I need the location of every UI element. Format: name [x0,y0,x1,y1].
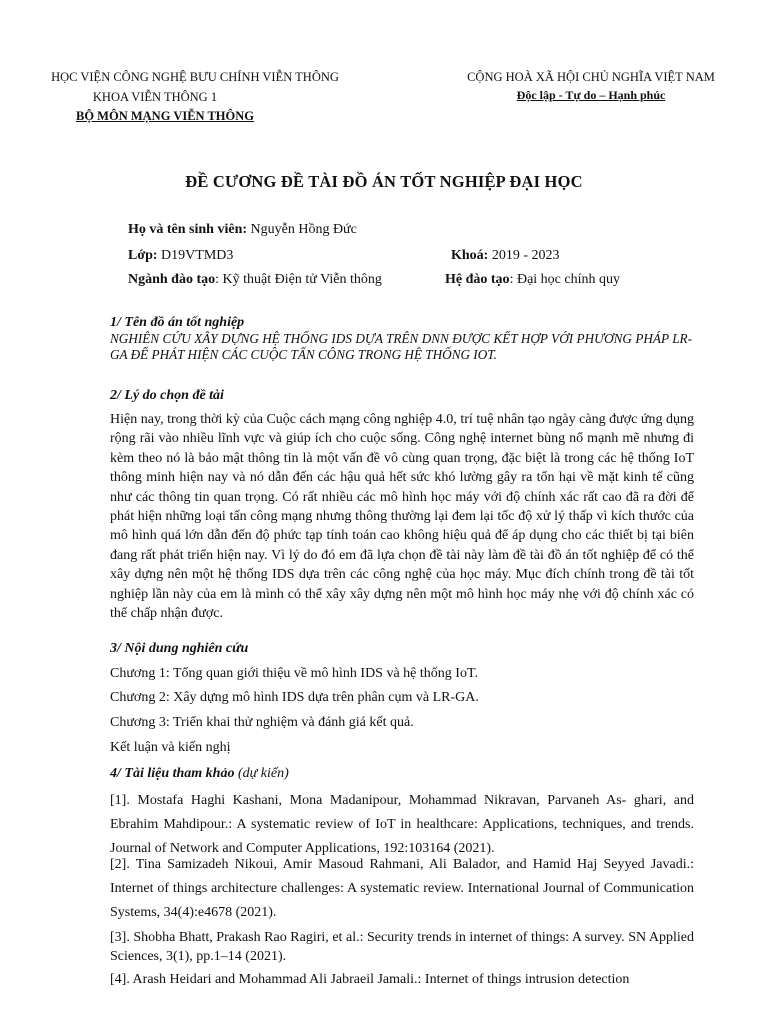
content-item-4: Kết luận và kiến nghị [110,740,231,755]
major-label: Ngành đào tạo [128,272,216,287]
major-value: : Kỹ thuật Điện tử Viễn thông [215,272,382,287]
class-label: Lớp: [128,248,158,263]
section-1-heading: 1/ Tên đồ án tốt nghiệp [110,315,245,330]
national-motto: Độc lập - Tự do – Hạnh phúc [516,88,666,102]
reason-paragraph: Hiện nay, trong thời kỳ của Cuộc cách mạng công nghiệp 4.0, trí tuệ nhân tạo ngày càng được ứng dụng rộng rãi vào nhiều lĩnh vực và giúp ích cho cuộc sống. Công nghệ internet bùng nổ mạnh mẽ nhưng đi kèm theo nó là bảo mật thông tin là một vấn đề vô cùng quan trọng, đặc biệt là trong các hệ thống IoT thông minh hiện nay và nó dẫn đến các hậu quả hết sức khó lường gây ra tổn hại về mặt kinh tế cũng như các thông tin quan trọng. Có rất nhiều các mô hình học máy với độ chính xác rất cao đã ra đời để phát hiện những loại tấn công mạng nhưng thông thường lại đem lại tốc độ xử lý thấp vì kích thước của mô hình quá lớn dẫn đến độ phức tạp tính toán cao không hiệu quả để áp dụng cho các thiết bị tại biên đang rất phát triển hiện nay. Vì lý do đó em đã lựa chọn đề tài này làm đề tài đồ án tốt nghiệp để có thể xây dựng nên một hệ thống IDS dựa trên các công nghệ của học máy. Mục đích chính trong đề tài tốt nghiệp lần này của em là mình có thể xây xây dựng nên một mô hình học máy nhẹ với độ chính xác có thể chấp nhận được. [110,412,694,622]
system-row [445,272,620,288]
class-row [128,248,233,264]
document-title: ĐỀ CƯƠNG ĐỀ TÀI ĐỒ ÁN TỐT NGHIỆP ĐẠI HỌC [185,172,583,191]
system-label: Hệ đào tạo [445,272,510,287]
student-name-value: Nguyễn Hồng Đức [247,222,357,237]
section-4-heading [110,766,289,782]
section-2-heading: 2/ Lý do chọn đề tài [110,388,224,403]
student-name-row [128,222,357,238]
country-name: CỘNG HOÀ XÃ HỘI CHỦ NGHĨA VIỆT NAM [467,70,715,84]
section-3-heading: 3/ Nội dung nghiên cứu [110,641,249,656]
year-value: 2019 - 2023 [488,248,560,263]
major-row [128,272,382,288]
reference-1: [1]. Mostafa Haghi Kashani, Mona Madanipour, Mohammad Nikravan, Parvaneh As- ghari, and Ebrahim Mahdipour.: A systematic review of IoT in healthcare: Applications, techniques, and trends. Journal of Network and Computer Applications, 192:103164 (2021). [110,793,694,856]
reference-3: [3]. Shobha Bhatt, Prakash Rao Ragiri, et al.: Security trends in internet of things: A survey. SN Applied Sciences, 3(1), pp.1–14 (2021). [110,930,694,964]
department-name: BỘ MÔN MẠNG VIỄN THÔNG [75,109,255,123]
class-value: D19VTMD3 [157,248,234,263]
content-item-1: Chương 1: Tổng quan giới thiệu về mô hình IDS và hệ thống IoT. [110,666,478,681]
thesis-topic: NGHIÊN CỨU XÂY DỰNG HỆ THỐNG IDS DỰA TRÊN DNN ĐƯỢC KẾT HỢP VỚI PHƯƠNG PHÁP LR-GA ĐỂ PHÁT HIỆN CÁC CUỘC TẤN CÔNG TRONG HỆ THỐNG IOT. [110,331,692,362]
reference-4: [4]. Arash Heidari and Mohammad Ali Jabraeil Jamali.: Internet of things intrusion detection [110,972,630,987]
content-item-3: Chương 3: Triển khai thử nghiệm và đánh giá kết quả. [110,715,414,730]
section-4-note: (dự kiến) [234,766,289,781]
institute-name: HỌC VIỆN CÔNG NGHỆ BƯU CHÍNH VIỄN THÔNG [51,70,339,84]
faculty-name: KHOA VIỄN THÔNG 1 [92,90,218,104]
section-4-title: 4/ Tài liệu tham khảo [110,766,235,781]
student-name-label: Họ và tên sinh viên: [128,222,248,237]
content-item-2: Chương 2: Xây dựng mô hình IDS dựa trên phân cụm và LR-GA. [110,690,479,705]
reference-2: [2]. Tina Samizadeh Nikoui, Amir Masoud Rahmani, Ali Balador, and Hamid Haj Seyyed Javadi.: Internet of things architecture challenges: A systematic review. International Journal of Communication Systems, 34(4):e4678 (2021). [110,857,694,920]
system-value: : Đại học chính quy [509,272,620,287]
year-label: Khoá: [451,248,489,263]
year-row [451,248,560,264]
